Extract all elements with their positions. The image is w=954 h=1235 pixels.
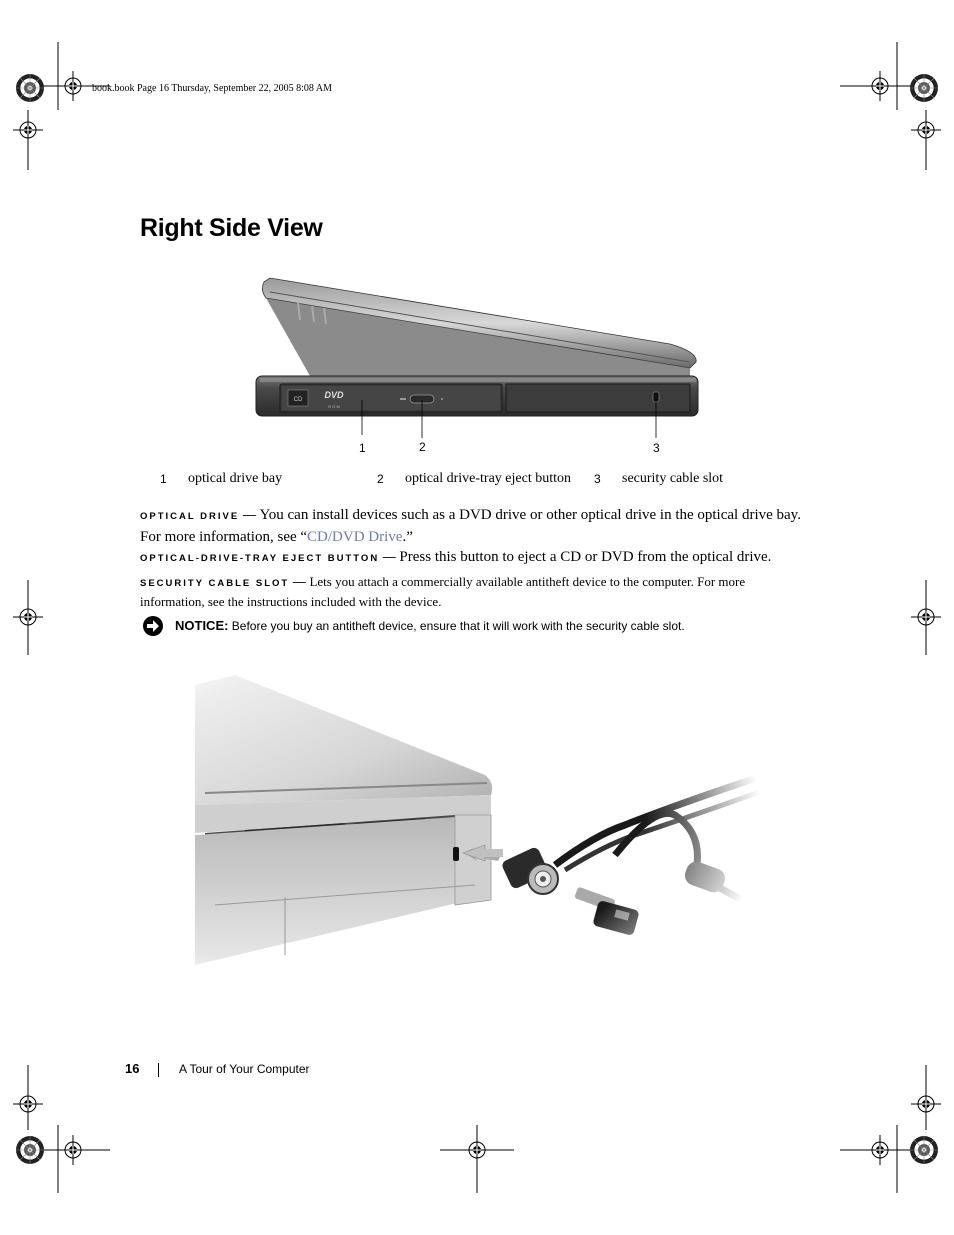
dvd-logo: DVD [324, 390, 344, 400]
callout-1: 1 [359, 441, 366, 455]
callout-3: 3 [653, 441, 660, 455]
security-cable-figure [195, 665, 765, 985]
cd-dvd-drive-link[interactable]: CD/DVD Drive [307, 529, 403, 545]
notice [175, 618, 875, 633]
svg-text:CD: CD [293, 397, 303, 403]
print-header-info: book.book Page 16 Thursday, September 22, 2005 8:08 AM [92, 83, 332, 94]
legend-num-3: 3 [594, 472, 601, 486]
page-title: Right Side View [140, 214, 323, 242]
dvd-rom-label: R O M [328, 404, 340, 409]
optical-drive-term: OPTICAL DRIVE [140, 511, 240, 522]
notice-label: NOTICE: [175, 618, 229, 633]
legend-text-3: security cable slot [622, 471, 724, 486]
footer-section-title: A Tour of Your Computer [179, 1062, 310, 1076]
laptop-right-side-figure [250, 270, 710, 460]
security-slot-paragraph: SECURITY CABLE SLOT — Lets you attach a commercially available antitheft device to the computer. For more information, see the instructions included with the device. [140, 574, 746, 609]
legend-text-1: optical drive bay [188, 471, 283, 486]
security-slot [653, 392, 659, 402]
page-number: 16 [125, 1061, 140, 1076]
eject-button-paragraph: OPTICAL-DRIVE-TRAY EJECT BUTTON — Press this button to eject a CD or DVD from the optical drive. [140, 549, 772, 565]
optical-drive-paragraph: OPTICAL DRIVE — You can install devices such as a DVD drive or other optical drive in the optical drive bay. For more information, see “CD/DVD Drive.” [140, 507, 801, 545]
notice-text: Before you buy an antitheft device, ensure that it will work with the security cable slot. [228, 619, 685, 633]
callout-2: 2 [419, 440, 426, 454]
footer-divider [158, 1063, 159, 1077]
legend-num-2: 2 [377, 472, 384, 486]
legend-num-1: 1 [160, 472, 167, 486]
legend-text-2: optical drive-tray eject button [405, 471, 571, 486]
security-slot-term: SECURITY CABLE SLOT [140, 578, 290, 589]
notice-arrow-icon [142, 615, 164, 637]
eject-button-term: OPTICAL-DRIVE-TRAY EJECT BUTTON [140, 553, 380, 564]
